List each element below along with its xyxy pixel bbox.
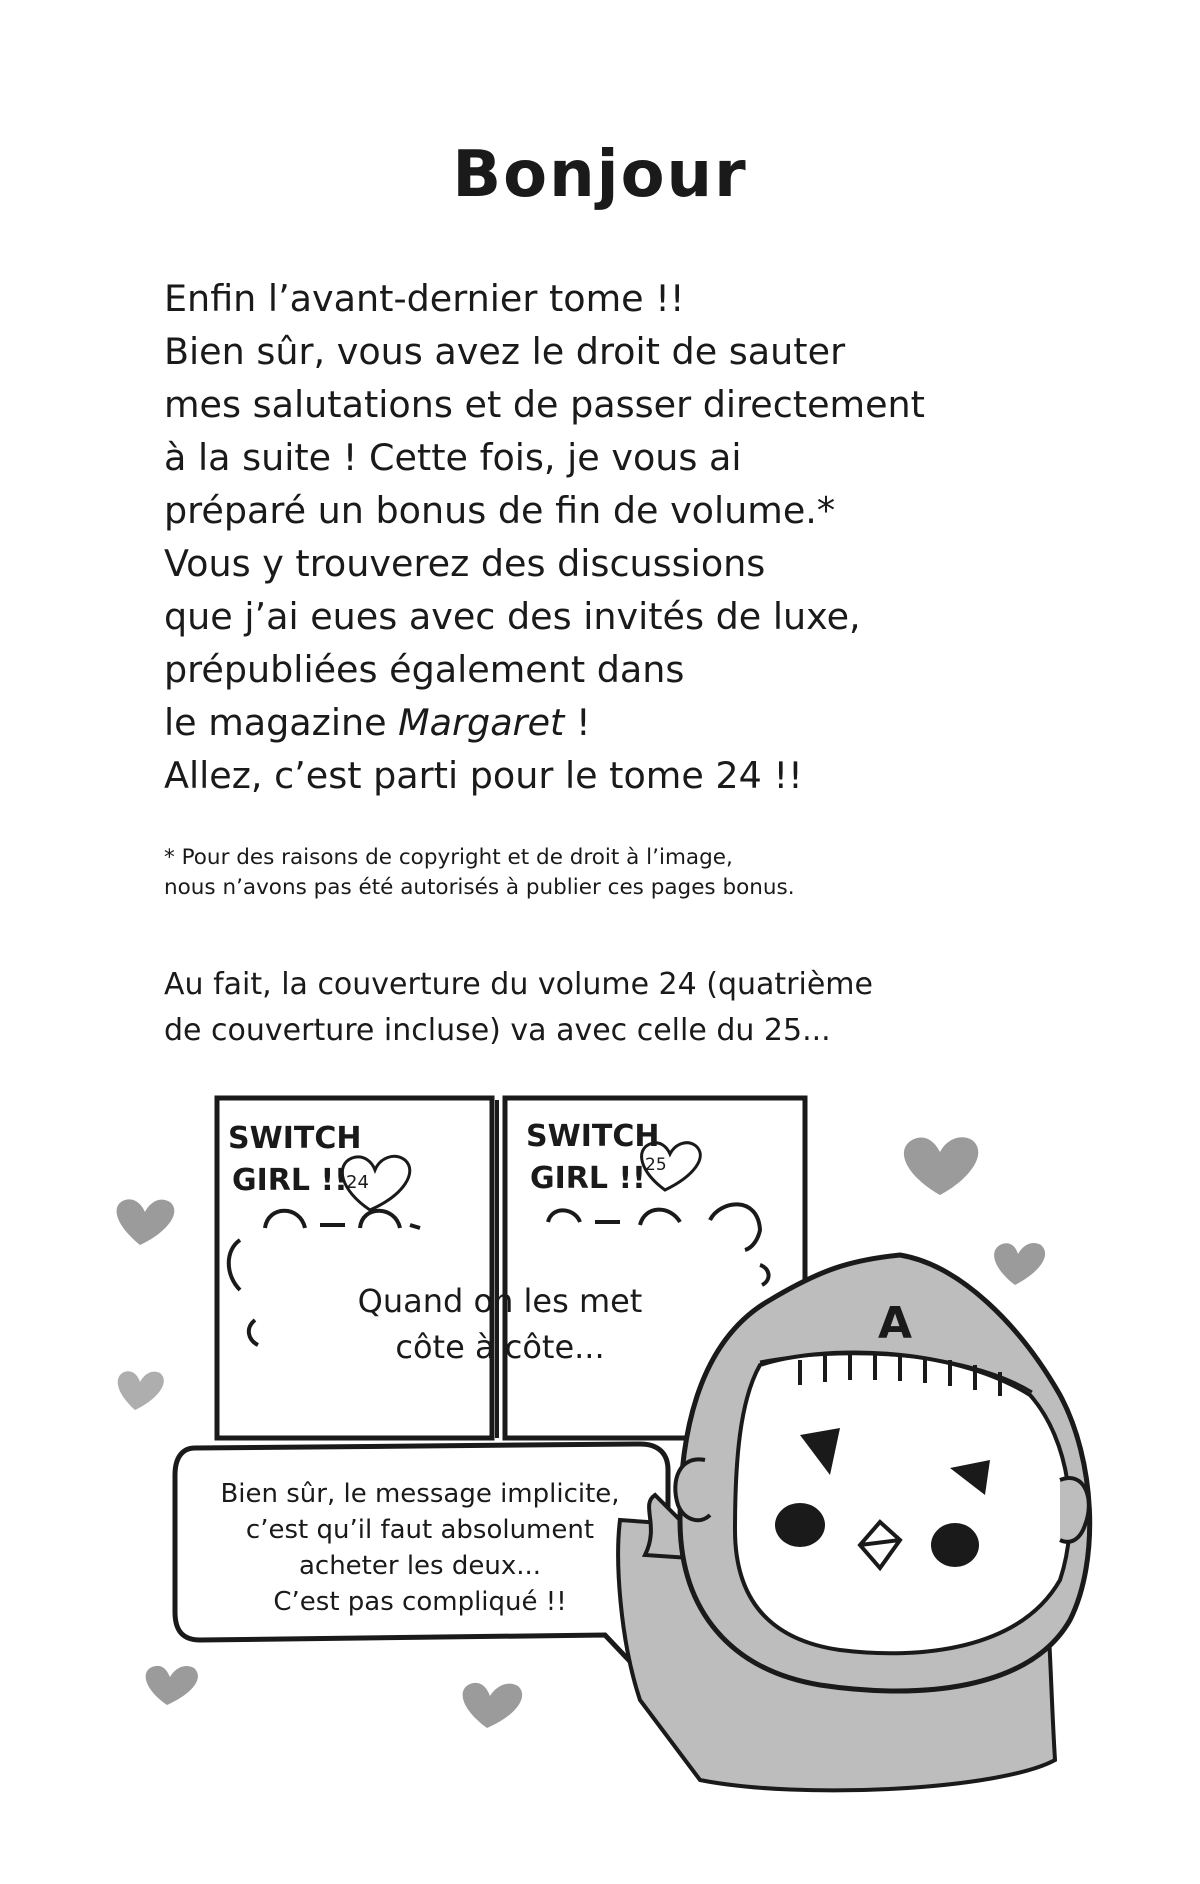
- magazine-name: Margaret: [398, 701, 565, 744]
- magazine-prefix: le magazine: [164, 701, 399, 744]
- intro-line: prépubliées également dans: [164, 648, 685, 691]
- cover-note-line: Au fait, la couverture du volume 24 (quatrième: [164, 967, 873, 1002]
- intro-line: à la suite ! Cette fois, je vous ai: [164, 436, 742, 479]
- book-volume-24: [217, 1098, 492, 1438]
- books-caption-line: Quand on les met: [357, 1282, 643, 1320]
- footnote-line: * Pour des raisons de copyright et de droit à l’image,: [164, 845, 733, 870]
- speech-bubble-text: [180, 1476, 660, 1620]
- intro-line: Enfin l’avant-dernier tome !!: [164, 277, 685, 320]
- speech-line: acheter les deux...: [298, 1551, 542, 1581]
- book-right-volume: 25: [645, 1155, 667, 1175]
- book-left-volume: 24: [346, 1172, 369, 1193]
- page-title: Bonjour: [452, 138, 748, 212]
- speech-line: C’est pas compliqué !!: [273, 1587, 567, 1617]
- intro-line: Vous y trouverez des discussions: [164, 542, 766, 585]
- book-left-title-1: SWITCH: [228, 1121, 362, 1156]
- heart-icon: [117, 1199, 175, 1245]
- book-right-title-1: SWITCH: [526, 1119, 660, 1154]
- intro-line: Bien sûr, vous avez le droit de sauter: [164, 330, 846, 373]
- footnote-line: nous n’avons pas été autorisés à publier ces pages bonus.: [164, 875, 795, 900]
- hood-letter: A: [877, 1298, 913, 1349]
- intro-line: que j’ai eues avec des invités de luxe,: [164, 595, 861, 638]
- magazine-suffix: !: [564, 701, 591, 744]
- speech-line: c’est qu’il faut absolument: [245, 1515, 595, 1545]
- heart-icon: [994, 1243, 1045, 1285]
- heart-icon: [463, 1683, 523, 1728]
- cover-note-line: de couverture incluse) va avec celle du 25...: [164, 1013, 831, 1048]
- speech-line: Bien sûr, le message implicite,: [220, 1479, 620, 1509]
- books-caption: [300, 1278, 700, 1370]
- books-caption-line: côte à côte...: [395, 1328, 605, 1366]
- heart-icon: [118, 1371, 164, 1410]
- intro-line: mes salutations et de passer directement: [164, 383, 925, 426]
- heart-icon: [146, 1666, 198, 1705]
- book-right-title-2: GIRL !!: [530, 1161, 646, 1196]
- heart-icon: [904, 1137, 978, 1195]
- intro-line-last: Allez, c’est parti pour le tome 24 !!: [164, 754, 803, 797]
- intro-line: préparé un bonus de fin de volume.*: [164, 489, 836, 532]
- book-left-title-2: GIRL !!: [232, 1163, 348, 1198]
